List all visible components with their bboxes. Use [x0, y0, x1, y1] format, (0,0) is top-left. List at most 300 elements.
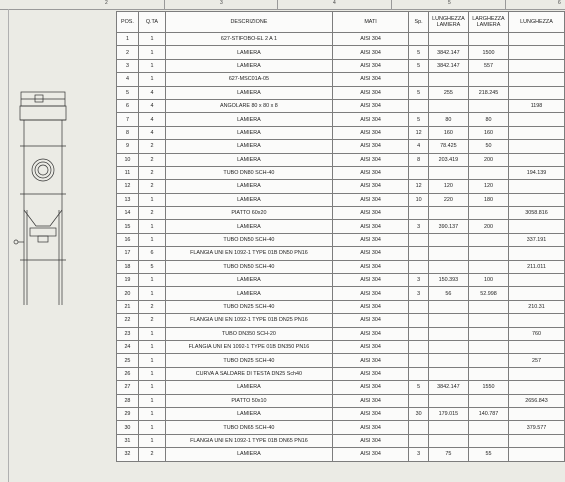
table-row — [117, 33, 565, 46]
cell-material: AISI 304 — [332, 140, 409, 153]
cell-description: TUBO DN65 SCH-40 — [165, 421, 332, 434]
cell-sheet-length: 255 — [428, 86, 468, 99]
cell-qty: 4 — [138, 113, 165, 126]
cell-sheet-length: 390.137 — [428, 220, 468, 233]
cell-pos: 25 — [117, 354, 139, 367]
cell-pos: 13 — [117, 193, 139, 206]
cell-thickness — [409, 99, 429, 112]
cell-sheet-width — [468, 354, 508, 367]
cell-qty: 1 — [138, 421, 165, 434]
cell-sheet-length — [428, 300, 468, 313]
cell-qty: 2 — [138, 140, 165, 153]
cell-pos: 20 — [117, 287, 139, 300]
cell-thickness — [409, 260, 429, 273]
cell-material: AISI 304 — [332, 193, 409, 206]
cell-length — [508, 153, 564, 166]
cell-pos: 4 — [117, 73, 139, 86]
cell-thickness: 3 — [409, 274, 429, 287]
cell-length — [508, 59, 564, 72]
cell-sheet-width: 1550 — [468, 381, 508, 394]
table-row — [117, 153, 565, 166]
cell-pos: 1 — [117, 33, 139, 46]
cell-description: LAMIERA — [165, 140, 332, 153]
cell-qty: 2 — [138, 166, 165, 179]
cell-description: LAMIERA — [165, 274, 332, 287]
cell-qty: 6 — [138, 247, 165, 260]
ruler-label: 2 — [105, 0, 108, 6]
cell-thickness — [409, 327, 429, 340]
cell-material: AISI 304 — [332, 33, 409, 46]
cell-sheet-width — [468, 99, 508, 112]
cell-qty: 1 — [138, 394, 165, 407]
cell-sheet-width — [468, 73, 508, 86]
cell-length — [508, 448, 564, 461]
cell-material: AISI 304 — [332, 300, 409, 313]
cell-qty: 2 — [138, 314, 165, 327]
cell-sheet-length: 150.393 — [428, 274, 468, 287]
sheet-ruler — [0, 0, 565, 10]
cell-length — [508, 193, 564, 206]
cell-pos: 23 — [117, 327, 139, 340]
cell-pos: 7 — [117, 113, 139, 126]
cell-qty: 2 — [138, 207, 165, 220]
cell-thickness: 3 — [409, 448, 429, 461]
cell-material: AISI 304 — [332, 381, 409, 394]
table-row — [117, 126, 565, 139]
cell-thickness — [409, 421, 429, 434]
cell-material: AISI 304 — [332, 421, 409, 434]
cell-description: LAMIERA — [165, 287, 332, 300]
cell-qty: 1 — [138, 340, 165, 353]
table-row — [117, 394, 565, 407]
cell-material: AISI 304 — [332, 340, 409, 353]
cell-material: AISI 304 — [332, 153, 409, 166]
cell-material: AISI 304 — [332, 260, 409, 273]
cell-length: 257 — [508, 354, 564, 367]
cell-sheet-length — [428, 434, 468, 447]
tank-drawing — [6, 90, 86, 310]
cell-description: LAMIERA — [165, 180, 332, 193]
cell-material: AISI 304 — [332, 207, 409, 220]
cell-qty: 1 — [138, 233, 165, 246]
cell-thickness: 5 — [409, 113, 429, 126]
cell-description: LAMIERA — [165, 153, 332, 166]
cell-length — [508, 140, 564, 153]
table-row — [117, 340, 565, 353]
cell-pos: 12 — [117, 180, 139, 193]
table-row — [117, 448, 565, 461]
bill-of-materials — [116, 11, 565, 462]
cell-sheet-width — [468, 166, 508, 179]
header-sheet-length: LUNGHEZZA LAMIERA — [428, 12, 468, 33]
cell-description: TUBO DN350 SCH-20 — [165, 327, 332, 340]
cell-sheet-length: 3842.147 — [428, 381, 468, 394]
cell-description: FLANGIA UNI EN 1092-1 TYPE 01B DN25 PN16 — [165, 314, 332, 327]
cell-sheet-width — [468, 207, 508, 220]
table-row — [117, 367, 565, 380]
cell-material: AISI 304 — [332, 126, 409, 139]
cell-sheet-length: 220 — [428, 193, 468, 206]
cell-sheet-length — [428, 99, 468, 112]
cell-sheet-width — [468, 340, 508, 353]
cell-material: AISI 304 — [332, 274, 409, 287]
cell-material: AISI 304 — [332, 59, 409, 72]
cell-pos: 27 — [117, 381, 139, 394]
cell-length — [508, 86, 564, 99]
cell-sheet-length — [428, 207, 468, 220]
cell-qty: 4 — [138, 86, 165, 99]
cell-pos: 26 — [117, 367, 139, 380]
cell-pos: 16 — [117, 233, 139, 246]
cell-sheet-width — [468, 33, 508, 46]
header-qty: Q.TA — [138, 12, 165, 33]
cell-qty: 1 — [138, 193, 165, 206]
cell-sheet-width: 52.998 — [468, 287, 508, 300]
cell-length — [508, 381, 564, 394]
table-row — [117, 274, 565, 287]
cell-material: AISI 304 — [332, 434, 409, 447]
cell-sheet-width: 140.787 — [468, 407, 508, 420]
cell-description: FLANGIA UNI EN 1092-1 TYPE 01B DN350 PN16 — [165, 340, 332, 353]
cell-qty: 1 — [138, 59, 165, 72]
cell-material: AISI 304 — [332, 448, 409, 461]
cell-pos: 30 — [117, 421, 139, 434]
cell-qty: 1 — [138, 287, 165, 300]
cell-length — [508, 126, 564, 139]
cell-thickness: 30 — [409, 407, 429, 420]
cell-sheet-width: 50 — [468, 140, 508, 153]
table-body — [117, 33, 565, 462]
cell-sheet-width — [468, 233, 508, 246]
cell-sheet-length: 3842.147 — [428, 59, 468, 72]
cell-thickness — [409, 247, 429, 260]
cell-material: AISI 304 — [332, 287, 409, 300]
cell-material: AISI 304 — [332, 327, 409, 340]
cell-material: AISI 304 — [332, 407, 409, 420]
cell-pos: 11 — [117, 166, 139, 179]
cell-sheet-width — [468, 434, 508, 447]
cell-length — [508, 46, 564, 59]
cell-sheet-width: 557 — [468, 59, 508, 72]
cell-thickness — [409, 434, 429, 447]
cell-thickness — [409, 233, 429, 246]
table-row — [117, 59, 565, 72]
cell-pos: 15 — [117, 220, 139, 233]
cell-sheet-length: 80 — [428, 113, 468, 126]
table-row — [117, 421, 565, 434]
cell-qty: 2 — [138, 180, 165, 193]
cell-qty: 2 — [138, 448, 165, 461]
cell-sheet-length — [428, 33, 468, 46]
cell-pos: 17 — [117, 247, 139, 260]
cell-sheet-width: 55 — [468, 448, 508, 461]
cell-length: 211.011 — [508, 260, 564, 273]
header-thickness: Sp. — [409, 12, 429, 33]
table-row — [117, 407, 565, 420]
cell-sheet-width: 100 — [468, 274, 508, 287]
cell-thickness: 5 — [409, 59, 429, 72]
table-row — [117, 166, 565, 179]
cell-length — [508, 247, 564, 260]
cell-sheet-length — [428, 367, 468, 380]
cell-pos: 10 — [117, 153, 139, 166]
cell-qty: 1 — [138, 367, 165, 380]
cell-pos: 29 — [117, 407, 139, 420]
cell-sheet-length — [428, 260, 468, 273]
table-row — [117, 46, 565, 59]
cell-material: AISI 304 — [332, 46, 409, 59]
cell-sheet-length — [428, 166, 468, 179]
cell-thickness: 10 — [409, 193, 429, 206]
cell-material: AISI 304 — [332, 86, 409, 99]
cell-description: TUBO DN25 SCH-40 — [165, 354, 332, 367]
table-row — [117, 180, 565, 193]
cell-description: TUBO DN25 SCH-40 — [165, 300, 332, 313]
cell-length — [508, 287, 564, 300]
cell-pos: 21 — [117, 300, 139, 313]
cell-material: AISI 304 — [332, 394, 409, 407]
cell-sheet-width — [468, 394, 508, 407]
cell-sheet-length — [428, 421, 468, 434]
cell-thickness: 12 — [409, 126, 429, 139]
cell-sheet-length — [428, 233, 468, 246]
cell-pos: 6 — [117, 99, 139, 112]
table-row — [117, 220, 565, 233]
cell-pos: 32 — [117, 448, 139, 461]
cell-pos: 8 — [117, 126, 139, 139]
ruler-label: 6 — [558, 0, 561, 6]
cell-description: FLANGIA UNI EN 1092-1 TYPE 01B DN65 PN16 — [165, 434, 332, 447]
cell-qty: 1 — [138, 220, 165, 233]
cell-material: AISI 304 — [332, 233, 409, 246]
cell-sheet-width: 218.245 — [468, 86, 508, 99]
cell-thickness: 5 — [409, 46, 429, 59]
table-row — [117, 300, 565, 313]
cell-length: 210.31 — [508, 300, 564, 313]
cell-thickness — [409, 73, 429, 86]
table-row — [117, 86, 565, 99]
cell-length: 760 — [508, 327, 564, 340]
cell-sheet-length: 203.419 — [428, 153, 468, 166]
cell-sheet-length: 160 — [428, 126, 468, 139]
table-row — [117, 247, 565, 260]
cell-qty: 2 — [138, 153, 165, 166]
cell-sheet-width: 160 — [468, 126, 508, 139]
cell-sheet-length: 120 — [428, 180, 468, 193]
cell-material: AISI 304 — [332, 113, 409, 126]
cell-sheet-width — [468, 300, 508, 313]
cell-length — [508, 220, 564, 233]
cell-sheet-width: 200 — [468, 153, 508, 166]
cell-description: ANGOLARE 80 x 80 x 8 — [165, 99, 332, 112]
header-length: LUNGHEZZA — [508, 12, 564, 33]
cell-description: CURVA A SALDARE DI TESTA DN25 Sch40 — [165, 367, 332, 380]
cell-sheet-length — [428, 354, 468, 367]
cell-sheet-width — [468, 260, 508, 273]
cell-sheet-width — [468, 367, 508, 380]
cell-thickness — [409, 314, 429, 327]
cell-length: 1198 — [508, 99, 564, 112]
cell-sheet-length — [428, 340, 468, 353]
cell-pos: 31 — [117, 434, 139, 447]
cell-thickness: 5 — [409, 381, 429, 394]
cell-material: AISI 304 — [332, 220, 409, 233]
header-sheet-width: LARGHEZZA LAMIERA — [468, 12, 508, 33]
table-row — [117, 113, 565, 126]
cell-material: AISI 304 — [332, 99, 409, 112]
cell-length — [508, 367, 564, 380]
cell-sheet-length — [428, 394, 468, 407]
cell-description: TUBO DN80 SCH-40 — [165, 166, 332, 179]
table-row — [117, 287, 565, 300]
cell-description: TUBO DN50 SCH-40 — [165, 233, 332, 246]
cell-description: FLANGIA UNI EN 1092-1 TYPE 01B DN50 PN16 — [165, 247, 332, 260]
cell-sheet-length — [428, 73, 468, 86]
cell-thickness — [409, 207, 429, 220]
ruler-label: 3 — [220, 0, 223, 6]
cell-length — [508, 340, 564, 353]
cell-sheet-width — [468, 327, 508, 340]
cell-qty: 4 — [138, 99, 165, 112]
cell-pos: 19 — [117, 274, 139, 287]
cell-thickness — [409, 354, 429, 367]
cell-sheet-length: 78.425 — [428, 140, 468, 153]
cell-description: 627-STIFOBO-EL 2 A 1 — [165, 33, 332, 46]
table-row — [117, 354, 565, 367]
cell-thickness: 12 — [409, 180, 429, 193]
cell-description: LAMIERA — [165, 193, 332, 206]
cell-sheet-width — [468, 421, 508, 434]
cell-material: AISI 304 — [332, 180, 409, 193]
cell-qty: 2 — [138, 300, 165, 313]
cell-qty: 1 — [138, 327, 165, 340]
cell-qty: 1 — [138, 407, 165, 420]
cell-description: LAMIERA — [165, 59, 332, 72]
cell-pos: 28 — [117, 394, 139, 407]
cell-description: LAMIERA — [165, 448, 332, 461]
cell-qty: 1 — [138, 73, 165, 86]
cell-thickness — [409, 166, 429, 179]
cell-thickness — [409, 394, 429, 407]
cell-thickness: 5 — [409, 86, 429, 99]
cell-pos: 24 — [117, 340, 139, 353]
cell-sheet-length: 3842.147 — [428, 46, 468, 59]
table-row — [117, 381, 565, 394]
cell-qty: 1 — [138, 274, 165, 287]
table-row — [117, 314, 565, 327]
cell-sheet-length — [428, 314, 468, 327]
cell-length: 379.577 — [508, 421, 564, 434]
cell-thickness — [409, 367, 429, 380]
table-row — [117, 233, 565, 246]
cell-description: LAMIERA — [165, 220, 332, 233]
cell-length — [508, 434, 564, 447]
cell-thickness: 4 — [409, 140, 429, 153]
cell-description: LAMIERA — [165, 86, 332, 99]
header-description: DESCRIZIONE — [165, 12, 332, 33]
header-material: MATI — [332, 12, 409, 33]
cell-description: LAMIERA — [165, 46, 332, 59]
cell-length: 337.191 — [508, 233, 564, 246]
table-row — [117, 260, 565, 273]
cell-pos: 2 — [117, 46, 139, 59]
cell-material: AISI 304 — [332, 354, 409, 367]
cell-sheet-width: 180 — [468, 193, 508, 206]
cell-pos: 18 — [117, 260, 139, 273]
cell-thickness — [409, 340, 429, 353]
cell-description: LAMIERA — [165, 407, 332, 420]
cell-sheet-length: 56 — [428, 287, 468, 300]
table-row — [117, 73, 565, 86]
table-header-row — [117, 12, 565, 33]
table-row — [117, 327, 565, 340]
cell-pos: 9 — [117, 140, 139, 153]
table-row — [117, 207, 565, 220]
cell-material: AISI 304 — [332, 166, 409, 179]
cell-qty: 1 — [138, 354, 165, 367]
cell-sheet-width: 80 — [468, 113, 508, 126]
cell-pos: 3 — [117, 59, 139, 72]
cell-length — [508, 314, 564, 327]
cell-description: 627-MSC01A-05 — [165, 73, 332, 86]
cell-qty: 4 — [138, 126, 165, 139]
ruler-label: 5 — [448, 0, 451, 6]
cell-qty: 1 — [138, 46, 165, 59]
table-row — [117, 434, 565, 447]
cell-qty: 1 — [138, 434, 165, 447]
cell-thickness: 3 — [409, 287, 429, 300]
cell-length — [508, 113, 564, 126]
cell-qty: 1 — [138, 33, 165, 46]
cell-thickness: 8 — [409, 153, 429, 166]
cell-description: PIATTO 60x20 — [165, 207, 332, 220]
cell-pos: 14 — [117, 207, 139, 220]
cell-length — [508, 73, 564, 86]
cell-description: LAMIERA — [165, 381, 332, 394]
table-row — [117, 193, 565, 206]
cell-sheet-length — [428, 247, 468, 260]
cell-material: AISI 304 — [332, 73, 409, 86]
table-row — [117, 99, 565, 112]
cell-sheet-length: 179.015 — [428, 407, 468, 420]
cell-material: AISI 304 — [332, 247, 409, 260]
cell-sheet-width — [468, 314, 508, 327]
cell-material: AISI 304 — [332, 314, 409, 327]
cell-sheet-length — [428, 327, 468, 340]
cell-description: PIATTO 50x10 — [165, 394, 332, 407]
cell-length — [508, 33, 564, 46]
table-row — [117, 140, 565, 153]
cell-length: 2656.843 — [508, 394, 564, 407]
cell-material: AISI 304 — [332, 367, 409, 380]
cell-pos: 22 — [117, 314, 139, 327]
cell-sheet-width: 1500 — [468, 46, 508, 59]
cell-length — [508, 180, 564, 193]
cell-length: 194.139 — [508, 166, 564, 179]
cell-qty: 5 — [138, 260, 165, 273]
cell-sheet-width: 120 — [468, 180, 508, 193]
cell-description: TUBO DN50 SCH-40 — [165, 260, 332, 273]
cell-qty: 1 — [138, 381, 165, 394]
ruler-label: 4 — [333, 0, 336, 6]
header-pos: POS. — [117, 12, 139, 33]
cell-sheet-width: 200 — [468, 220, 508, 233]
cell-sheet-width — [468, 247, 508, 260]
cell-thickness — [409, 300, 429, 313]
cell-length — [508, 407, 564, 420]
cell-length: 3058.816 — [508, 207, 564, 220]
cell-length — [508, 274, 564, 287]
